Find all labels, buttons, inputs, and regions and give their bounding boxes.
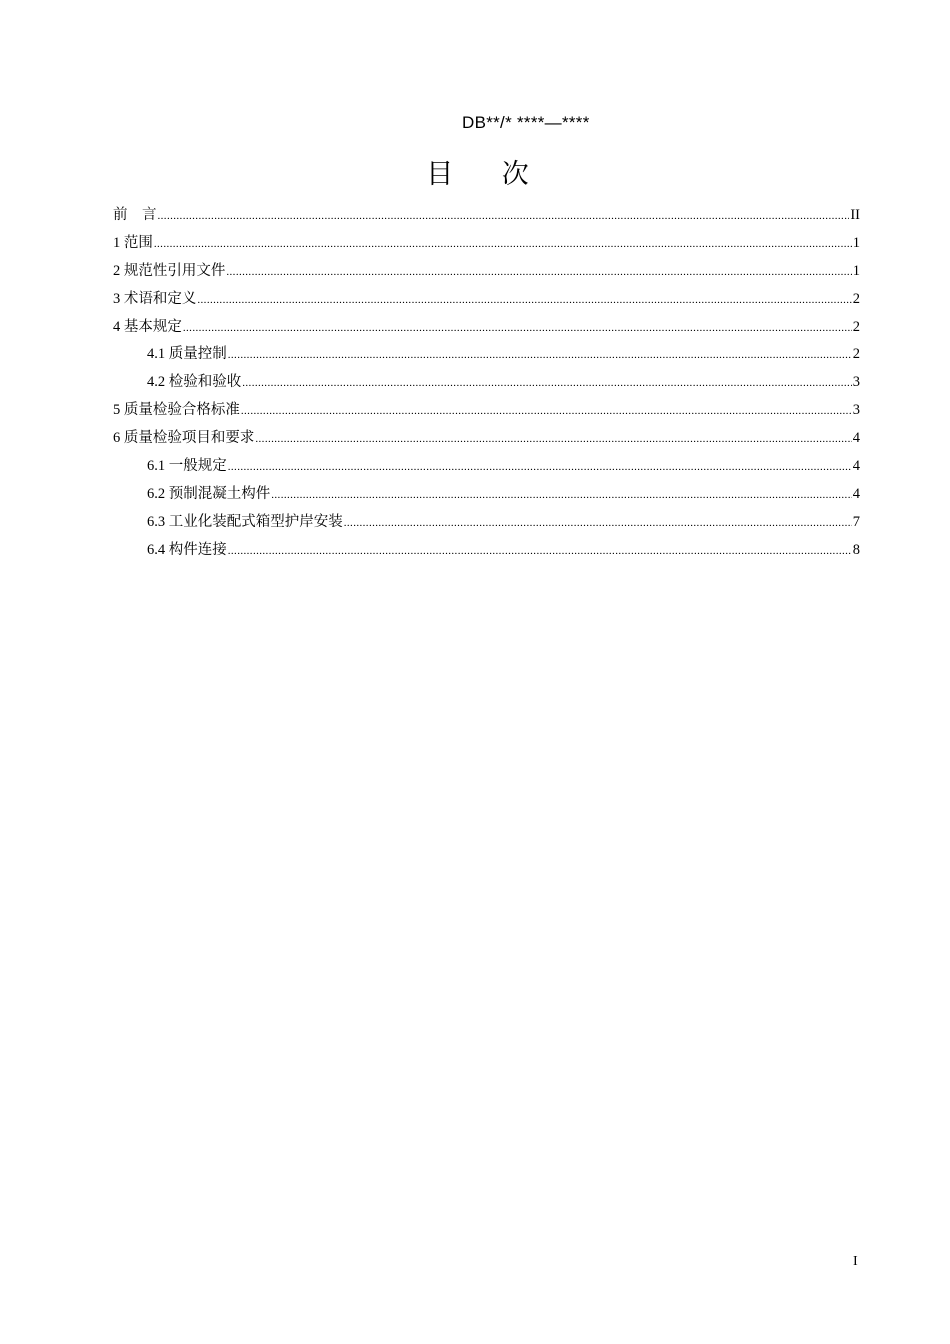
toc-entry-page: 4: [852, 458, 860, 475]
toc-entry-page: 4: [852, 430, 860, 447]
toc-entry-4-1[interactable]: [113, 341, 860, 369]
toc-entry-label: 2 规范性引用文件: [113, 262, 226, 279]
toc-entry-label: 5 质量检验合格标准: [113, 402, 240, 419]
toc-entry-label: 6.4 构件连接: [147, 541, 227, 558]
toc-dot-leader: [344, 510, 852, 538]
toc-dot-leader: [158, 203, 850, 231]
toc-dot-leader: [242, 370, 852, 398]
toc-entry-page: 2: [852, 318, 860, 335]
toc-entry-label: 6.2 预制混凝土构件: [147, 485, 271, 502]
toc-entry-foreword[interactable]: [113, 202, 860, 230]
toc-entry-page: 2: [852, 346, 860, 363]
toc-entry-4[interactable]: [113, 314, 860, 342]
toc-dot-leader: [228, 538, 852, 566]
toc-entry-page: II: [850, 207, 860, 223]
toc-entry-label: 6.3 工业化装配式箱型护岸安装: [147, 513, 343, 530]
toc-dot-leader: [228, 454, 852, 482]
toc-dot-leader: [271, 482, 852, 510]
toc-entry-page: 3: [852, 374, 860, 391]
toc-entry-page: 8: [852, 541, 860, 558]
toc-title: 目 次: [426, 159, 549, 190]
toc-dot-leader: [183, 315, 852, 343]
toc-dot-leader: [197, 287, 851, 315]
toc-entry-label: 4.2 检验和验收: [147, 374, 242, 391]
toc-entry-6-2[interactable]: [113, 481, 860, 509]
toc-entry-1[interactable]: [113, 230, 860, 258]
toc-entry-6-1[interactable]: [113, 453, 860, 481]
toc-entry-label: 6 质量检验项目和要求: [113, 430, 255, 447]
toc-dot-leader: [241, 398, 852, 426]
toc-entry-6[interactable]: [113, 425, 860, 453]
toc-entry-page: 1: [852, 262, 860, 279]
toc-entry-6-4[interactable]: [113, 537, 860, 565]
toc-entry-4-2[interactable]: [113, 369, 860, 397]
toc-entry-page: 2: [852, 290, 860, 307]
document-code: DB**/* ****—****: [462, 113, 590, 132]
toc-entry-label: 3 术语和定义: [113, 290, 197, 307]
toc-entry-5[interactable]: [113, 397, 860, 425]
toc-entry-page: 1: [852, 234, 860, 251]
toc-entry-6-3[interactable]: [113, 509, 860, 537]
toc-entry-3[interactable]: [113, 286, 860, 314]
toc-entry-label: 6.1 一般规定: [147, 458, 227, 475]
toc-dot-leader: [255, 426, 851, 454]
toc-entry-label: 4.1 质量控制: [147, 346, 227, 363]
table-of-contents: [113, 202, 860, 565]
toc-entry-page: 3: [852, 402, 860, 419]
toc-entry-2[interactable]: [113, 258, 860, 286]
toc-entry-label: 1 范围: [113, 234, 153, 251]
toc-dot-leader: [154, 231, 852, 259]
toc-dot-leader: [226, 259, 851, 287]
toc-entry-label: 前 言: [113, 207, 157, 223]
toc-entry-page: 7: [852, 513, 860, 530]
toc-entry-label: 4 基本规定: [113, 318, 182, 335]
toc-dot-leader: [228, 342, 852, 370]
page-number: I: [853, 1254, 858, 1269]
toc-entry-page: 4: [852, 485, 860, 502]
